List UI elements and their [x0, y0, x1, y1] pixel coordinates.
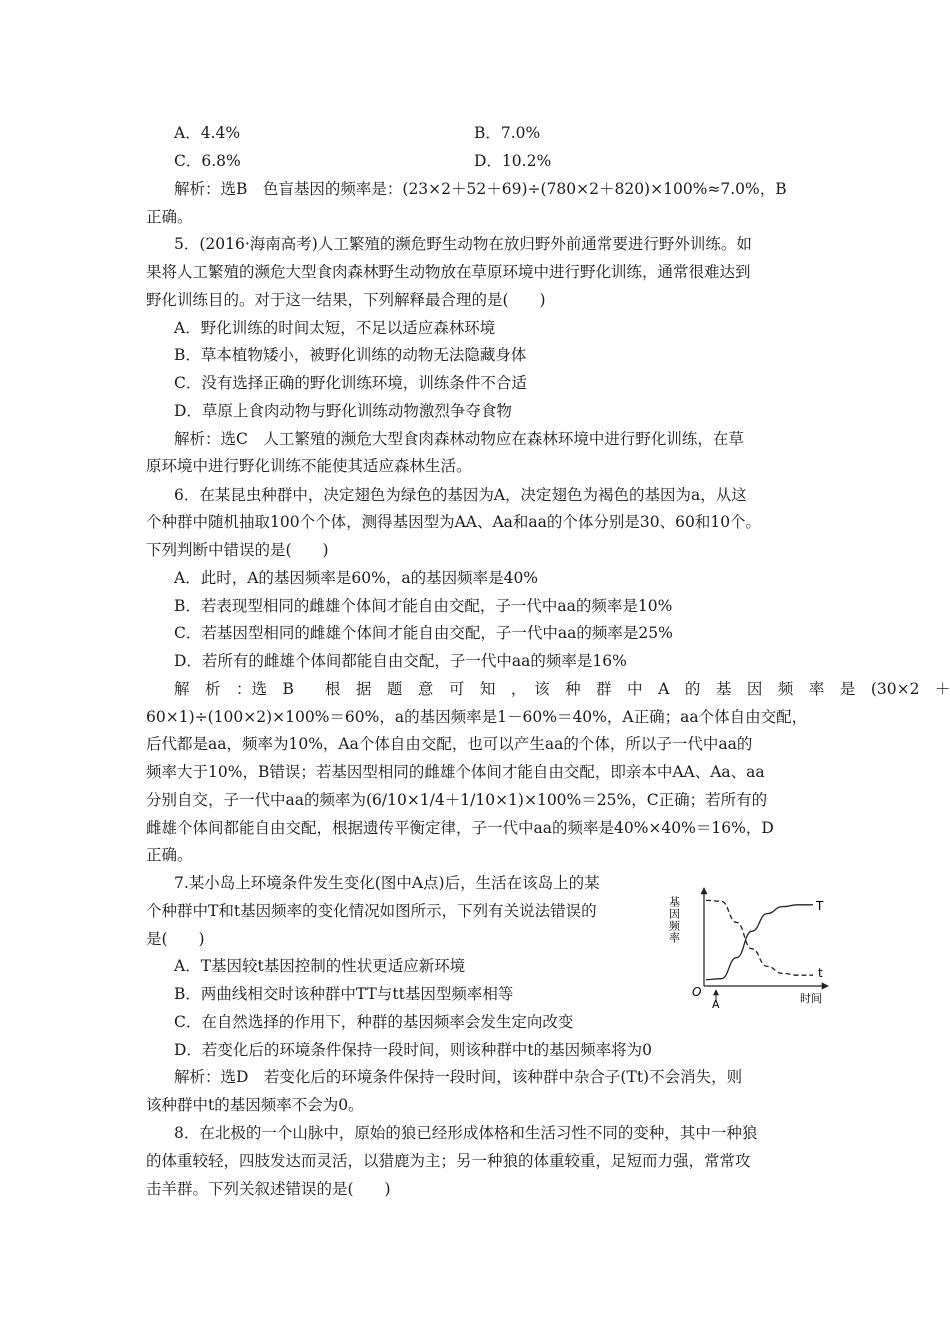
- point-a-label: A: [712, 998, 720, 1011]
- q6-option-a: A．此时，A的基因频率是60%，a的基因频率是40%: [174, 569, 539, 587]
- q8-stem-line-2: 的体重较轻，四肢发达而灵活，以猎鹿为主；另一种狼的体重较重，足短而力强，常常攻: [146, 1152, 751, 1170]
- q5-stem-line-3: 野化训练目的。对于这一结果，下列解释最合理的是( ): [146, 291, 546, 309]
- q8-stem-line-3: 击羊群。下列关叙述错误的是( ): [146, 1180, 391, 1198]
- q4-analysis-line-2: 正确。: [146, 208, 193, 226]
- q7-stem-line-2: 个种群中T和t基因频率的变化情况如图所示，下列有关说法错误的: [146, 902, 597, 920]
- q8-stem-line-1: 8．在北极的一个山脉中，原始的狼已经形成体格和生活习性不同的变种，其中一种狼: [174, 1124, 758, 1142]
- series-t-line: [706, 900, 813, 975]
- q5-option-c: C．没有选择正确的野化训练环境，训练条件不合适: [174, 374, 527, 392]
- q6-option-b: B．若表现型相同的雌雄个体间才能自由交配，子一代中aa的频率是10%: [174, 597, 673, 615]
- q6-analysis-line-2: 60×1)÷(100×2)×100%＝60%，a的基因频率是1－60%＝40%，A正确；aa个体自由交配，: [146, 708, 808, 726]
- q5-analysis-line-1: 解析：选C 人工繁殖的濒危大型食肉森林动物应在森林环境中进行野化训练，在草: [174, 430, 744, 448]
- gene-frequency-chart: [667, 884, 838, 1011]
- q6-analysis-line-5: 分别自交，子一代中aa的频率为(6/10×1/4＋1/10×1)×100%＝25%，C正确；若所有的: [146, 791, 768, 809]
- chart-svg: [667, 884, 838, 1011]
- q7-stem-line-3: 是( ): [146, 930, 205, 948]
- q4-analysis-line-1: 解析：选B 色盲基因的频率是：(23×2＋52＋69)÷(780×2＋820)×100%≈7.0%，B: [174, 180, 787, 198]
- q5-stem-line-1: 5．(2016·海南高考)人工繁殖的濒危野生动物在放归野外前通常要进行野外训练。如: [174, 235, 752, 253]
- q7-option-a: A．T基因较t基因控制的性状更适应新环境: [174, 957, 466, 975]
- q7-analysis-line-1: 解析：选D 若变化后的环境条件保持一段时间，该种群中杂合子(Tt)不会消失，则: [174, 1068, 743, 1086]
- q4-option-a: A．4.4%: [174, 124, 241, 142]
- q7-option-c: C．在自然选择的作用下，种群的基因频率会发生定向改变: [174, 1013, 574, 1031]
- q6-analysis-line-1: 解 析 ：选 B 根 据 题 意 可 知 ， 该 种 群 中 A 的 基 因 频 率 是 (30×2 ＋: [174, 680, 950, 698]
- q5-option-a: A．野化训练的时间太短，不足以适应森林环境: [174, 319, 496, 337]
- q6-analysis-line-6: 雌雄个体间都能自由交配，根据遗传平衡定律，子一代中aa的频率是40%×40%＝16%，D: [146, 819, 774, 837]
- q4-option-b: B．7.0%: [474, 124, 541, 142]
- q4-option-d: D．10.2%: [474, 152, 552, 170]
- q7-option-b: B．两曲线相交时该种群中TT与tt基因型频率相等: [174, 985, 514, 1003]
- series-t-label: t: [818, 966, 823, 980]
- q4-option-c: C．6.8%: [174, 152, 241, 170]
- q6-option-c: C．若基因型相同的雌雄个体间才能自由交配，子一代中aa的频率是25%: [174, 624, 673, 642]
- q5-option-d: D．草原上食肉动物与野化训练动物激烈争夺食物: [174, 402, 512, 420]
- q5-stem-line-2: 果将人工繁殖的濒危大型食肉森林野生动物放在草原环境中进行野化训练，通常很难达到: [146, 263, 751, 281]
- x-axis-label: 时间: [800, 992, 822, 1005]
- q7-stem-line-1: 7.某小岛上环境条件发生变化(图中A点)后，生活在该岛上的某: [174, 874, 600, 892]
- q5-analysis-line-2: 原环境中进行野化训练不能使其适应森林生活。: [146, 457, 472, 475]
- q5-option-b: B．草本植物矮小，被野化训练的动物无法隐藏身体: [174, 346, 527, 364]
- q6-analysis-line-3: 后代都是aa，频率为10%，Aa个体自由交配，也可以产生aa的个体，所以子一代中aa的: [146, 735, 753, 753]
- q6-option-d: D．若所有的雌雄个体间都能自由交配，子一代中aa的频率是16%: [174, 652, 627, 670]
- y-axis-label: 基因频率: [667, 896, 681, 944]
- q6-analysis-line-4: 频率大于10%，B错误；若基因型相同的雌雄个体间才能自由交配，即亲本中AA、Aa、aa: [146, 763, 765, 781]
- origin-label: O: [692, 985, 702, 999]
- series-T-line: [706, 905, 813, 980]
- q6-stem-line-1: 6．在某昆虫种群中，决定翅色为绿色的基因为A，决定翅色为褐色的基因为a，从这: [174, 486, 747, 504]
- q6-stem-line-3: 下列判断中错误的是( ): [146, 541, 329, 559]
- q7-analysis-line-2: 该种群中t的基因频率不会为0。: [146, 1096, 364, 1114]
- q6-analysis-line-7: 正确。: [146, 846, 193, 864]
- series-T-label: T: [816, 899, 824, 913]
- q7-option-d: D．若变化后的环境条件保持一段时间，则该种群中t的基因频率将为0: [174, 1041, 653, 1059]
- q6-stem-line-2: 个种群中随机抽取100个个体，测得基因型为AA、Aa和aa的个体分别是30、60和10个。: [146, 513, 762, 531]
